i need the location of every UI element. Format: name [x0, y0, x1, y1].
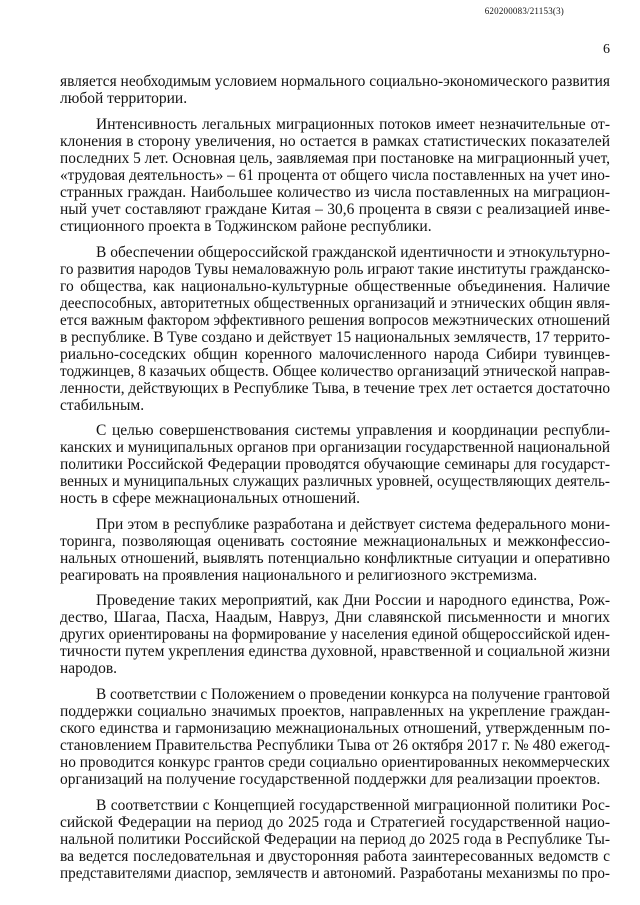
text-line: стабильным.	[60, 397, 145, 414]
text-line: нальной политики Российской Федерации на период до 2025 года в Республике Ты-	[60, 831, 610, 848]
text-line: дееспособных, авторитетных общественных организаций и этнических общин явля-	[60, 295, 610, 312]
text-line: ный учет составляют граждане Китая – 30,6 процента в связи с реализацией инве-	[60, 201, 610, 218]
text-line: «трудовая деятельность» – 61 процента от общего числа поставленных на учет ино-	[60, 167, 611, 184]
text-line: ского единства и гармонизацию межнациональных отношений, утвержденным по-	[60, 720, 610, 737]
text-line: торинга, позволяющая оценивать состояние межнациональных и межконфессио-	[60, 533, 610, 550]
text-line: венных и муниципальных служащих различных уровней, осуществляющих деятель-	[60, 473, 610, 490]
text-line: В обеспечении общероссийской гражданской идентичности и этнокультурно-	[96, 244, 611, 261]
text-line: В соответствии с Положением о проведении конкурса на получение грантовой	[96, 686, 610, 703]
text-line: других ориентированы на формирование у населения единой общероссийской иден-	[60, 626, 610, 643]
text-line: В соответствии с Концепцией государственной миграционной политики Рос-	[96, 797, 610, 814]
text-line: стиционного проекта в Тоджинском районе республики.	[60, 218, 432, 235]
text-line: политики Российской Федерации проводятся обучающие семинары для государст-	[60, 456, 610, 473]
text-line: является необходимым условием нормального социально-экономического развития	[60, 73, 610, 90]
text-line: ленности, действующих в Республике Тыва, в течение трех лет остается достаточно	[60, 380, 611, 397]
text-line: тоджинцев, 8 казачьих обществ. Общее количество организаций этнической направ-	[60, 363, 611, 380]
text-line: реагировать на проявления национального и религиозного экстремизма.	[60, 567, 538, 584]
text-line: риально-соседских общин коренного малочисленного народа Сибири тувинцев-	[60, 346, 610, 363]
text-line: представителями диаспор, землячеств и автономий. Разработаны механизмы по про-	[60, 865, 610, 882]
text-line: становлением Правительства Республики Тыва от 26 октября 2017 г. № 480 ежегод-	[60, 737, 611, 754]
text-line: странных граждан. Наибольшее количество из числа поставленных на миграцион-	[60, 184, 610, 201]
text-line: нальных отношений, выявлять потенциально конфликтные ситуации и оперативно	[60, 550, 610, 567]
text-line: ность в сфере межнациональных отношений.	[60, 490, 361, 507]
text-line: При этом в республике разработана и действует система федерального мони-	[96, 516, 610, 533]
page-number: 6	[603, 42, 610, 57]
text-line: Интенсивность легальных миграционных потоков имеет незначительные от-	[96, 116, 610, 133]
text-line: любой территории.	[60, 90, 188, 107]
text-line: го общества, как национально-культурные общественные объединения. Наличие	[60, 278, 610, 295]
text-line: поддержки социально значимых проектов, направленных на укрепление граждан-	[60, 703, 610, 720]
text-line: организаций на получение государственной поддержки для реализации проектов.	[60, 771, 601, 788]
text-line: Проведение таких мероприятий, как Дни России и народного единства, Рож-	[96, 592, 610, 609]
document-id: 620200083/21153(3)	[484, 6, 564, 16]
text-line: но проводится конкурс грантов среди социально ориентированных некоммерческих	[60, 754, 610, 771]
text-line: тичности путем укрепления единства духовной, нравственной и социальной жизни	[60, 643, 611, 660]
text-line: клонения в сторону увеличения, но остается в рамках статистических показателей	[60, 133, 610, 150]
text-line: С целью совершенствования системы управления и координации республи-	[96, 422, 610, 439]
text-line: канских и муниципальных органов при организации государственной национальной	[60, 439, 611, 456]
text-line: ва ведется последовательная и двусторонняя работа заинтересованных ведомств с	[60, 848, 610, 865]
text-line: го развития народов Тувы немаловажную роль играют такие институты гражданско-	[60, 261, 610, 278]
text-line: последних 5 лет. Основная цель, заявляемая при постановке на миграционный учет,	[60, 150, 610, 167]
text-line: дество, Шагаа, Пасха, Наадым, Навруз, Дни славянской письменности и многих	[60, 609, 610, 626]
text-line: народов.	[60, 660, 118, 677]
text-line: ется важным фактором эффективного решения вопросов межэтнических отношений	[60, 312, 610, 329]
text-line: сийской Федерации на период до 2025 года и Стратегией государственной нацио-	[60, 814, 610, 831]
text-line: в республике. В Туве создано и действует 15 национальных землячеств, 17 террито-	[60, 329, 610, 346]
